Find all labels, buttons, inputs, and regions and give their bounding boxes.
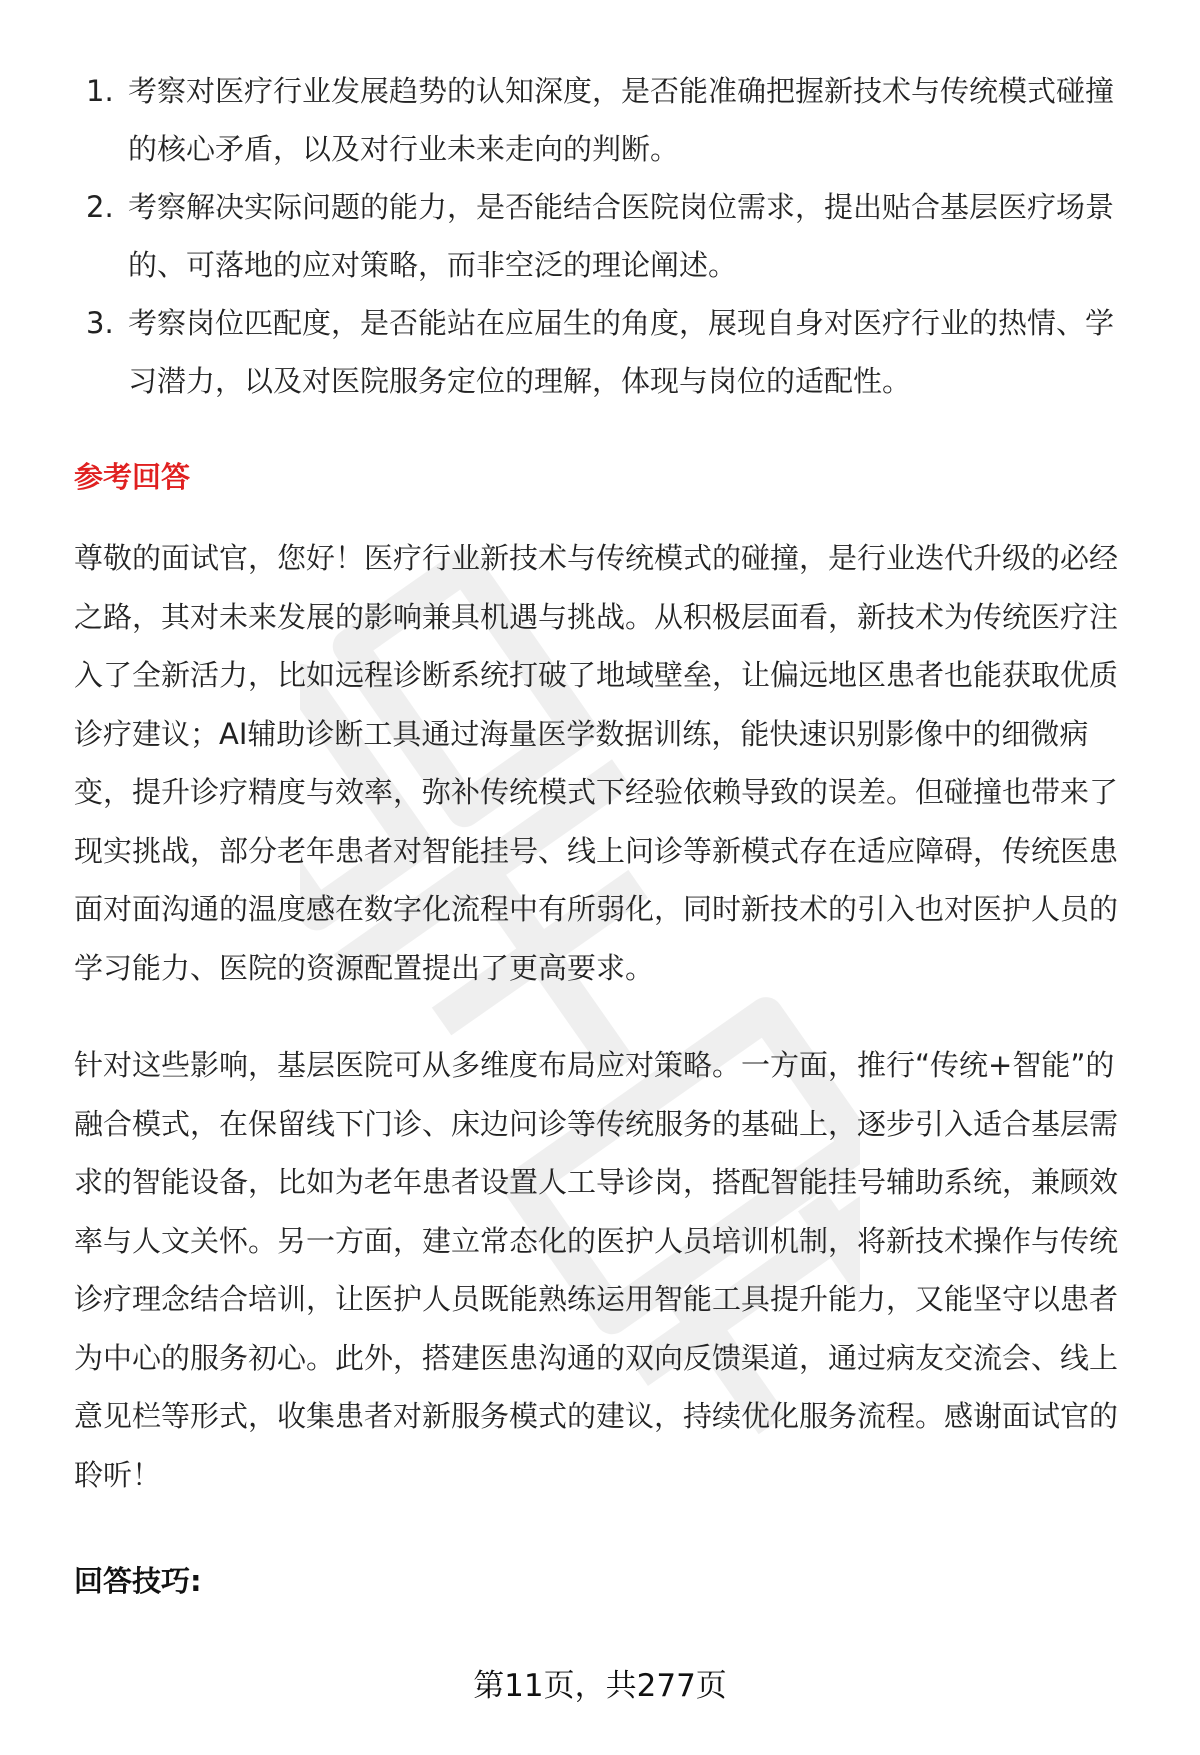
answer-paragraph: 尊敬的面试官，您好！医疗行业新技术与传统模式的碰撞，是行业迭代升级的必经之路，其对未来发展的影响兼具机遇与挑战。从积极层面看，新技术为传统医疗注入了全新活力，比如远程诊断系统打破了地域壁垒，让偏远地区患者也能获取优质诊疗建议；AI辅助诊断工具通过海量医学数据训练，能快速识别影像中的细微病变，提升诊疗精度与效率，弥补传统模式下经验依赖导致的误差。但碰撞也带来了现实挑战，部分老年患者对智能挂号、线上问诊等新模式存在适应障碍，传统医患面对面沟通的温度感在数字化流程中有所弱化，同时新技术的引入也对医护人员的学习能力、医院的资源配置提出了更高要求。 [74, 541, 1119, 985]
list-item [74, 294, 1140, 410]
page-number: 第11页，共277页 [473, 1668, 727, 1704]
list-item-text: 考察解决实际问题的能力，是否能结合医院岗位需求，提出贴合基层医疗场景的、可落地的应对策略，而非空泛的理论阐述。 [128, 190, 1115, 282]
criteria-list [74, 62, 1140, 410]
list-item-text: 考察对医疗行业发展趋势的认知深度，是否能准确把握新技术与传统模式碰撞的核心矛盾，以及对行业未来走向的判断。 [128, 74, 1115, 166]
answer-paragraph: 针对这些影响，基层医院可从多维度布局应对策略。一方面，推行“传统+智能”的融合模式，在保留线下门诊、床边问诊等传统服务的基础上，逐步引入适合基层需求的智能设备，比如为老年患者设置人工导诊岗，搭配智能挂号辅助系统，兼顾效率与人文关怀。另一方面，建立常态化的医护人员培训机制，将新技术操作与传统诊疗理念结合培训，让医护人员既能熟练运用智能工具提升能力，又能坚守以患者为中心的服务初心。此外，搭建医患沟通的双向反馈渠道，通过病友交流会、线上意见栏等形式，收集患者对新服务模式的建议，持续优化服务流程。感谢面试官的聆听！ [74, 1048, 1119, 1492]
list-item-number: 3. [86, 306, 114, 340]
list-item [74, 178, 1140, 294]
reference-answer-heading: 参考回答 [74, 460, 191, 494]
list-item [74, 62, 1140, 178]
list-item-number: 2. [86, 190, 114, 224]
answer-tips-heading: 回答技巧: [74, 1564, 202, 1598]
list-item-number: 1. [86, 74, 114, 108]
list-item-text: 考察岗位匹配度，是否能站在应届生的角度，展现自身对医疗行业的热情、学习潜力，以及对医院服务定位的理解，体现与岗位的适配性。 [128, 306, 1115, 398]
